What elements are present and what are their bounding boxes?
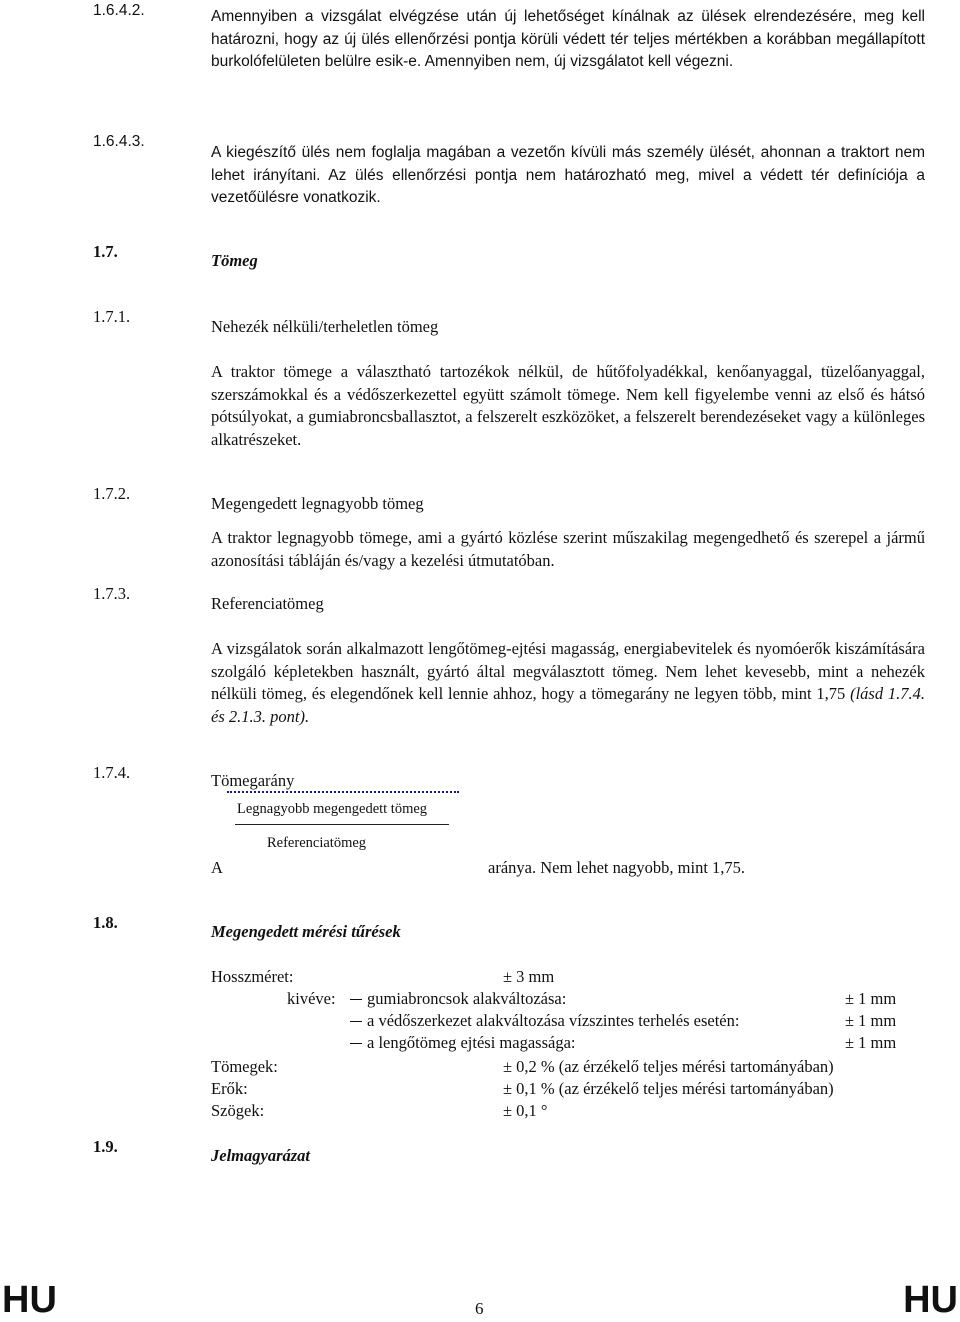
section-heading: Nehezék nélküli/terheletlen tömeg: [211, 317, 439, 336]
section-heading: Tömeg: [211, 251, 258, 270]
fraction-bar: [235, 824, 449, 825]
section-number: 1.8.: [93, 913, 118, 932]
footer-language-code-right: HU: [903, 1279, 958, 1321]
tolerance-label: gumiabroncsok alakváltozása:: [367, 989, 567, 1008]
tolerance-label: a védőszerkezet alakváltozása vízszintes terhelés esetén:: [367, 1011, 740, 1030]
section-number: 1.7.2.: [93, 484, 131, 503]
tolerance-label: Hosszméret:: [211, 967, 294, 986]
section-number: 1.7.3.: [93, 584, 131, 603]
section-heading: Jelmagyarázat: [211, 1146, 310, 1165]
tolerance-value: ± 0,2 % (az érzékelő teljes mérési tartományában): [503, 1057, 834, 1076]
page-number: 6: [475, 1299, 484, 1318]
cross-reference: (lásd 1.7.4. és 2.1.3. pont).: [211, 684, 926, 726]
section-heading: Tömegarány: [211, 771, 295, 790]
tolerance-label: a lengőtömeg ejtési magassága:: [367, 1033, 576, 1052]
dash-mark: [350, 1043, 362, 1044]
paragraph: A kiegészítő ülés nem foglalja magában a vezetőn kívüli más személy ülését, ahonnan a traktort nem lehet irányítani. Az ülés ellenőrzési pontja nem határozható meg, mivel a védett tér definíciója a vezetőülésre vonatkozik.: [211, 144, 925, 206]
fraction-denominator: Referenciatömeg: [267, 835, 367, 851]
tolerance-value: ± 1 mm: [845, 1033, 897, 1052]
tolerance-label: Szögek:: [211, 1101, 265, 1120]
formula-top-rule: [227, 791, 459, 793]
tolerance-value: ± 0,1 % (az érzékelő teljes mérési tartományában): [503, 1079, 834, 1098]
paragraph: [211, 638, 925, 728]
tolerance-value: ± 3 mm: [503, 967, 555, 986]
paragraph-text: A vizsgálatok során alkalmazott lengőtömeg-ejtési magasság, energiabevitelek és nyomóerők kiszámítására szolgáló képletekben használt, gyártó által megválasztott tömeg. Nem lehet kevesebb, mint a nehezék nélküli tömeg, és elegendőnek kell lennie ahhoz, hogy a tömegarány ne legyen több, mint 1,75: [211, 639, 925, 703]
footer-language-code-left: HU: [2, 1279, 57, 1321]
paragraph: Amennyiben a vizsgálat elvégzése után új lehetőséget kínálnak az ülések elrendezésére, meg kell határozni, hogy az új ülés ellenőrzési pontja körüli védett tér teljes mértékben a korábban megállapított burkolófelületen belülre esik-e. Amennyiben nem, új vizsgálatot kell végezni.: [211, 8, 925, 70]
section-number: 1.7.: [93, 242, 118, 261]
section-heading: Megengedett legnagyobb tömeg: [211, 494, 424, 513]
tolerance-value: ± 1 mm: [845, 989, 897, 1008]
tolerance-label: Erők:: [211, 1079, 248, 1098]
dash-mark: [350, 999, 362, 1000]
dash-mark: [350, 1021, 362, 1022]
formula-prefix: A: [211, 858, 223, 877]
exception-label: kivéve:: [287, 989, 336, 1008]
section-heading: Referenciatömeg: [211, 594, 324, 613]
paragraph: A traktor tömege a választható tartozékok nélkül, de hűtőfolyadékkal, kenőanyaggal, tüzelőanyaggal, szerszámokkal és a védőszerkezettel együtt számolt tömege. Nem kell figyelembe venni az első és hátsó pótsúlyokat, a gumiabroncsballasztot, a felszerelt eszközöket, a felszerelt berendezéseket vagy a különleges alkatrészeket.: [211, 362, 925, 449]
section-number: 1.6.4.2.: [93, 2, 145, 19]
formula-suffix: aránya. Nem lehet nagyobb, mint 1,75.: [488, 858, 746, 877]
fraction-numerator: Legnagyobb megengedett tömeg: [237, 801, 428, 817]
section-number: 1.7.4.: [93, 763, 131, 782]
section-number: 1.6.4.3.: [93, 133, 145, 150]
tolerance-value: ± 1 mm: [845, 1011, 897, 1030]
paragraph: A traktor legnagyobb tömege, ami a gyártó közlése szerint műszakilag megengedhető és szerepel a jármű azonosítási tábláján és/vagy a kezelési útmutatóban.: [211, 528, 925, 570]
section-number: 1.9.: [93, 1137, 118, 1156]
section-number: 1.7.1.: [93, 307, 131, 326]
tolerance-label: Tömegek:: [211, 1057, 278, 1076]
section-heading: Megengedett mérési tűrések: [211, 922, 401, 941]
tolerance-value: ± 0,1 °: [503, 1101, 548, 1120]
